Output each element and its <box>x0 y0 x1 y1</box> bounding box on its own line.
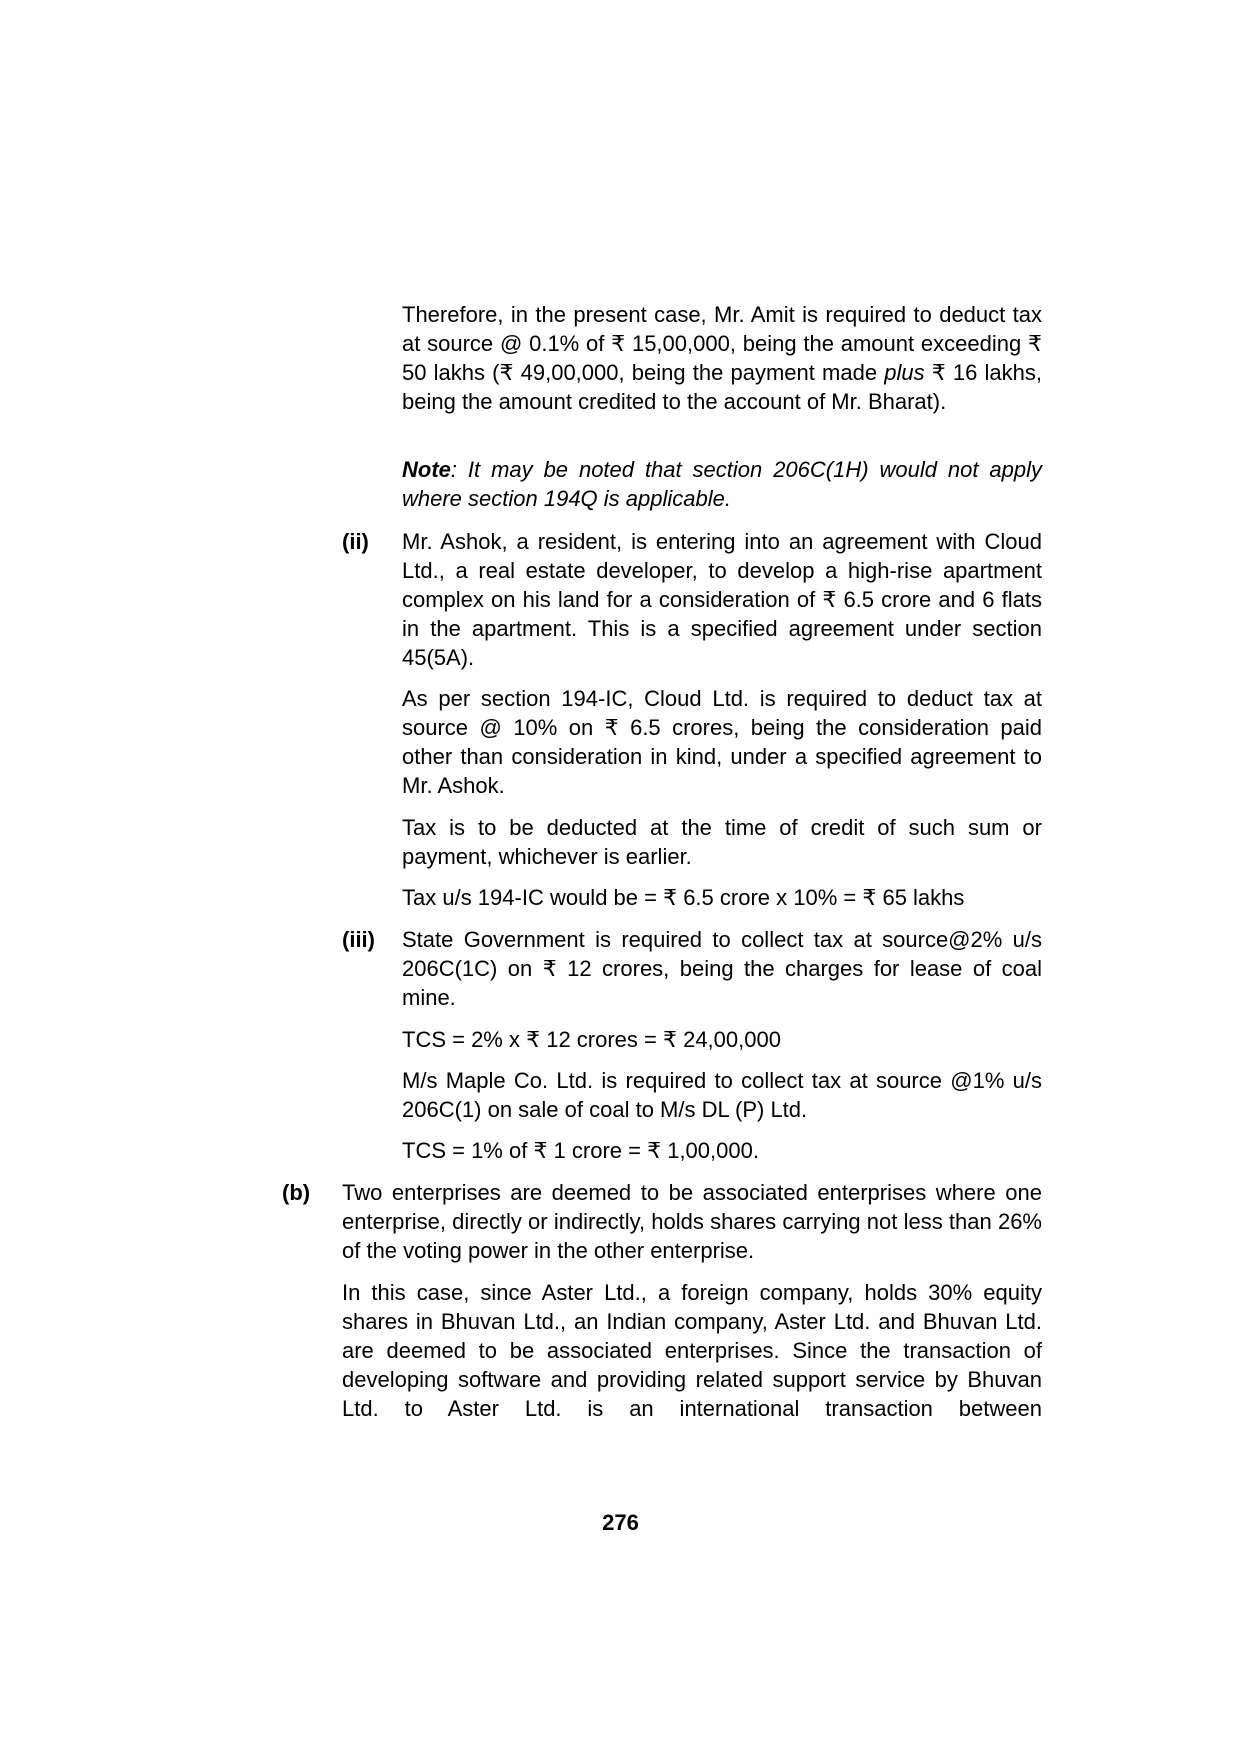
item-ii-label: (ii) <box>342 529 369 554</box>
item-b-paragraph-1: Two enterprises are deemed to be associated enterprises where one enterprise, directly or indirectly, holds shares carrying not less than 26% of the voting power in the other enterprise. <box>342 1180 1042 1263</box>
note-label: Note <box>402 457 451 482</box>
item-iii-label: (iii) <box>342 927 375 952</box>
paragraph-amit-tds <box>402 300 1042 416</box>
page-number: 276 <box>602 1510 639 1535</box>
item-ii-paragraph-2: As per section 194-IC, Cloud Ltd. is required to deduct tax at source @ 10% on ₹ 6.5 crores, being the consideration paid other than consideration in kind, under a specified agreement to Mr. Ashok. <box>402 686 1042 798</box>
item-b-paragraph-2: In this case, since Aster Ltd., a foreign company, holds 30% equity shares in Bhuvan Ltd., an Indian company, Aster Ltd. and Bhuvan Ltd. are deemed to be associated enterprises. Since the transaction of developing software and providing related support service by Bhuvan Ltd. to Aster Ltd. is an international transaction between <box>342 1280 1042 1421</box>
item-ii-paragraph-1: Mr. Ashok, a resident, is entering into an agreement with Cloud Ltd., a real estate developer, to develop a high-rise apartment complex on his land for a consideration of ₹ 6.5 crore and 6 flats in the apartment. This is a specified agreement under section 45(5A). <box>402 529 1042 670</box>
item-b-label: (b) <box>282 1180 311 1205</box>
item-ii-paragraph-3: Tax is to be deducted at the time of credit of such sum or payment, whichever is earlier. <box>402 815 1042 869</box>
item-ii-tax-calculation: Tax u/s 194-IC would be = ₹ 6.5 crore x 10% = ₹ 65 lakhs <box>402 885 965 910</box>
note-paragraph <box>402 455 1042 513</box>
note-text: : It may be noted that section 206C(1H) would not apply where section 194Q is applicable. <box>402 457 1042 511</box>
item-iii-tcs-calculation-2: TCS = 1% of ₹ 1 crore = ₹ 1,00,000. <box>402 1138 759 1163</box>
paragraph-amit-tds-text: Therefore, in the present case, Mr. Amit is required to deduct tax at source @ 0.1% of ₹ 15,00,000, being the amount exceeding ₹ 50 lakhs (₹ 49,00,000, being the payment made <box>402 302 1042 385</box>
item-iii-paragraph-1: State Government is required to collect tax at source@2% u/s 206C(1C) on ₹ 12 crores, being the charges for lease of coal mine. <box>402 927 1042 1010</box>
paragraph-amit-tds-end: ₹ 16 lakhs, being the amount credited to the account of Mr. Bharat). <box>402 360 1043 414</box>
item-iii-paragraph-3: M/s Maple Co. Ltd. is required to collect tax at source @1% u/s 206C(1) on sale of coal to M/s DL (P) Ltd. <box>402 1068 1042 1122</box>
plus-emphasis: plus <box>884 360 925 385</box>
item-iii-tcs-calculation-1: TCS = 2% x ₹ 12 crores = ₹ 24,00,000 <box>402 1027 781 1052</box>
